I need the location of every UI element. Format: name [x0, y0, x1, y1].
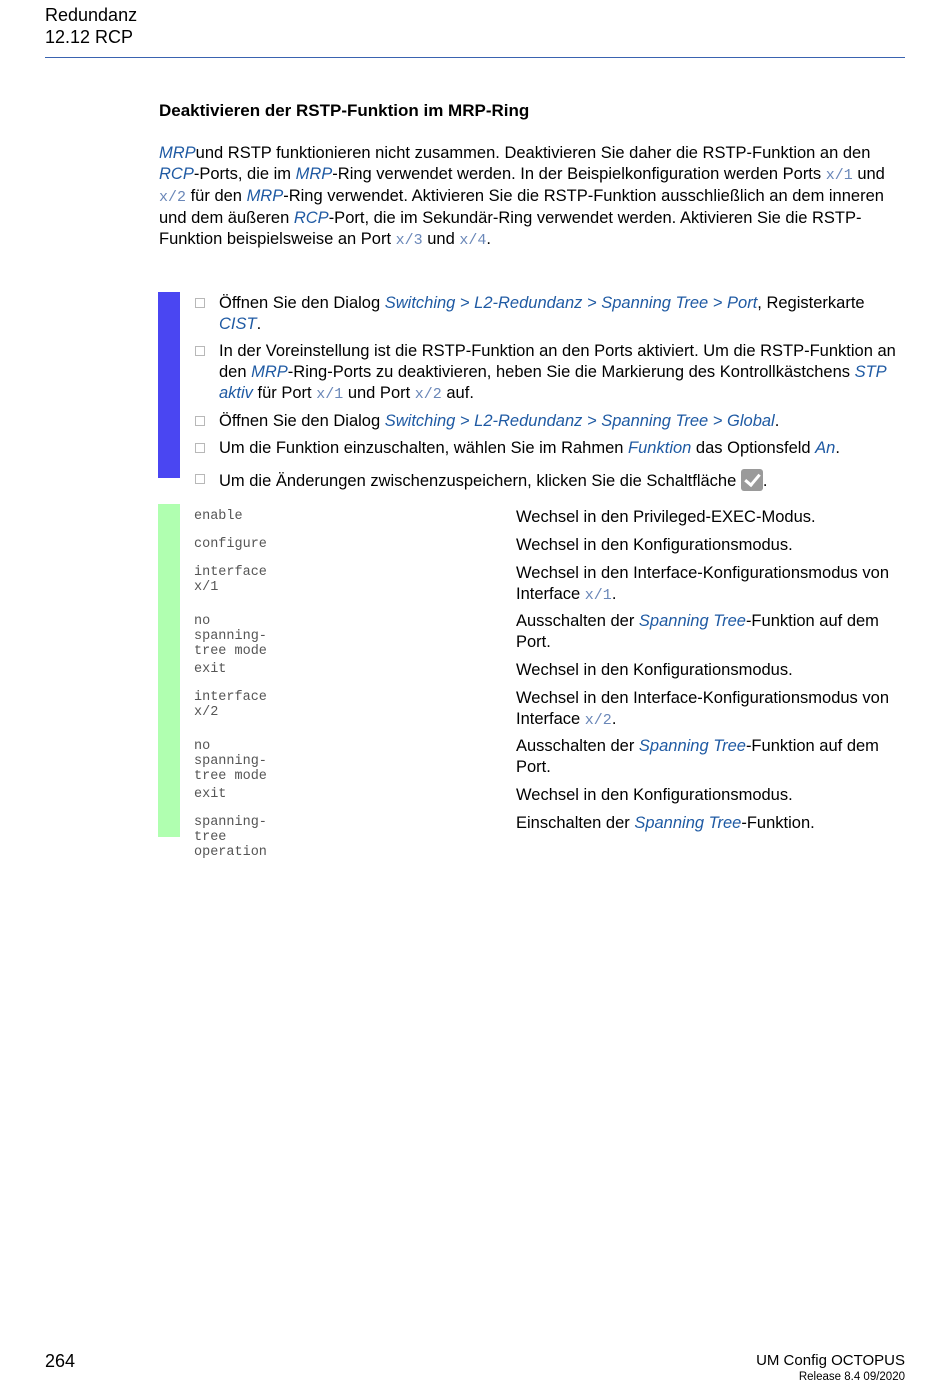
cli-command: spanning-tree operation [194, 815, 267, 860]
release-info: Release 8.4 09/2020 [798, 1371, 905, 1383]
cli-description: Wechsel in den Konfigurationsmodus. [516, 786, 793, 804]
cli-description: Wechsel in den Privileged-EXEC-Modus. [516, 508, 816, 526]
cli-marker [158, 504, 180, 837]
funktion-link[interactable]: Funktion [628, 439, 692, 457]
checkbox-icon [195, 443, 205, 453]
step-enable-function: Um die Funktion einzuschalten, wählen Sie im Rahmen Funktion das Optionsfeld An. [195, 438, 905, 459]
cli-command: exit [194, 787, 227, 802]
dialog-path-link[interactable]: Switching > L2-Redundanz > Spanning Tree > Port [384, 294, 758, 312]
port-code: x/4 [459, 232, 487, 249]
cli-description: Wechsel in den Interface-Konfigurationsmodus von Interface x/2. [516, 689, 889, 729]
cli-description: Einschalten der Spanning Tree-Funktion. [516, 814, 815, 832]
port-code: x/1 [825, 167, 853, 184]
header-chapter: Redundanz [45, 5, 138, 25]
header-rule [45, 57, 905, 58]
port-code: x/1 [316, 386, 344, 403]
save-checkmark-icon[interactable] [741, 469, 763, 491]
cli-command: interface x/2 [194, 690, 267, 720]
dialog-path-link[interactable]: Switching > L2-Redundanz > Spanning Tree > Global [384, 412, 775, 430]
cli-description: Ausschalten der Spanning Tree-Funktion auf dem Port. [516, 737, 879, 776]
manual-title: UM Config OCTOPUS [756, 1352, 905, 1369]
mrp-link[interactable]: MRP [246, 187, 284, 205]
mrp-link[interactable]: MRP [251, 363, 288, 381]
header-section: 12.12 RCP [45, 27, 134, 47]
spanning-tree-link[interactable]: Spanning Tree [634, 814, 742, 832]
spanning-tree-link[interactable]: Spanning Tree [638, 737, 746, 755]
gui-steps-marker [158, 292, 180, 478]
cli-command: no spanning-tree mode [194, 614, 267, 659]
port-code: x/2 [584, 712, 612, 729]
cli-command: exit [194, 662, 227, 677]
cli-command: enable [194, 509, 243, 524]
tab-cist-link[interactable]: CIST [219, 315, 257, 333]
cli-command: interface x/1 [194, 565, 267, 595]
intro-paragraph: MRPund RSTP funktionieren nicht zusammen. Deaktivieren Sie daher die RSTP-Funktion an den RCP-Ports, die im MRP-Ring verwendet werden. In der Beispielkonfiguration werden Ports x/1 und x/2 für den MRP-Ring verwendet. Aktivieren Sie die RSTP-Funktion ausschließlich an dem inneren und dem äußeren RCP-Port, die im Sekundär-Ring verwendet werden. Aktivieren Sie die RSTP-Funktion beispielsweise an Port x/3 und x/4. [159, 144, 885, 249]
port-code: x/1 [584, 587, 612, 604]
step-open-global-dialog: Öffnen Sie den Dialog Switching > L2-Redundanz > Spanning Tree > Global. [195, 411, 905, 432]
cli-command: configure [194, 537, 267, 552]
cli-description: Ausschalten der Spanning Tree-Funktion auf dem Port. [516, 612, 879, 651]
step-save: Um die Änderungen zwischenzuspeichern, klicken Sie die Schaltfläche . [195, 469, 905, 492]
cli-description: Wechsel in den Interface-Konfigurationsmodus von Interface x/1. [516, 564, 889, 604]
port-code: x/2 [414, 386, 442, 403]
mrp-link[interactable]: MRP [159, 144, 196, 162]
option-an-link[interactable]: An [815, 439, 836, 457]
step-deactivate-stp: In der Voreinstellung ist die RSTP-Funktion an den Ports aktiviert. Um die RSTP-Funktion an den MRP-Ring-Ports zu deaktivieren, heben Sie die Markierung des Kontrollkästchens STP aktiv für Port x/1 und Port x/2 auf. [195, 341, 905, 405]
section-title: Deaktivieren der RSTP-Funktion im MRP-Ring [159, 101, 530, 120]
port-code: x/3 [395, 232, 423, 249]
checkbox-icon [195, 346, 205, 356]
page-number: 264 [45, 1351, 76, 1371]
spanning-tree-link[interactable]: Spanning Tree [638, 612, 746, 630]
rcp-link[interactable]: RCP [293, 209, 329, 227]
cli-description: Wechsel in den Konfigurationsmodus. [516, 536, 793, 554]
cli-command: no spanning-tree mode [194, 739, 267, 784]
step-open-port-dialog: Öffnen Sie den Dialog Switching > L2-Redundanz > Spanning Tree > Port, Registerkarte CIST. [195, 293, 905, 335]
cli-description: Wechsel in den Konfigurationsmodus. [516, 661, 793, 679]
running-header [45, 4, 137, 48]
port-code: x/2 [159, 189, 187, 206]
checkbox-icon [195, 298, 205, 308]
checkbox-icon [195, 416, 205, 426]
rcp-link[interactable]: RCP [159, 165, 194, 183]
stp-aktiv-link[interactable]: STP aktiv [219, 363, 887, 402]
mrp-link[interactable]: MRP [295, 165, 333, 183]
checkbox-icon [195, 474, 205, 484]
gui-steps-list [195, 293, 905, 492]
